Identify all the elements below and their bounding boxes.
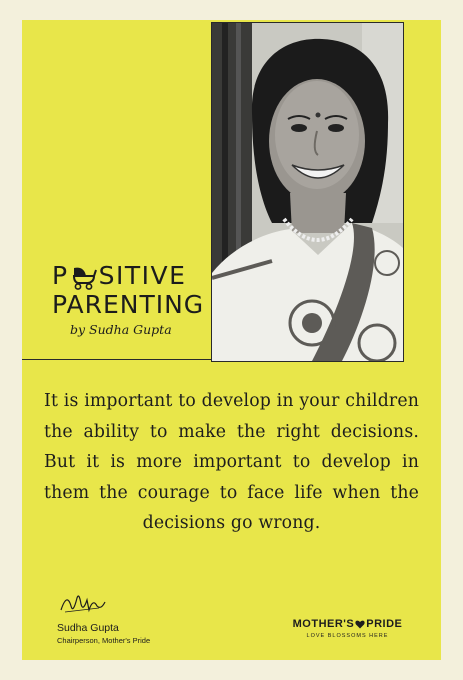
title-line-2: PARENTING: [52, 290, 205, 319]
logo-word-mothers: MOTHER'S: [292, 618, 355, 630]
heart-icon: [355, 620, 365, 629]
logo-wordmark: [275, 618, 420, 630]
title-word-sitive: SITIVE: [98, 261, 187, 290]
logo-tagline: LOVE BLOSSOMS HERE: [306, 633, 389, 639]
signature-role: Chairperson, Mother's Pride: [57, 636, 151, 645]
divider-line: [22, 359, 212, 360]
title-line-1: [52, 262, 212, 290]
baby-pram-icon: [70, 264, 98, 290]
portrait-photo: [211, 22, 404, 362]
signature-block: [57, 588, 150, 645]
portrait-illustration: [212, 23, 403, 361]
signature-name: Sudha Gupta: [57, 622, 119, 634]
positive-parenting-title: [52, 262, 212, 337]
logo-word-pride: PRIDE: [366, 618, 403, 630]
signature-scribble: [59, 588, 107, 618]
byline: by Sudha Gupta: [70, 322, 172, 337]
title-letter-p: P: [52, 261, 69, 290]
quote-text: It is important to develop in your children the ability to make the right decisions. But it is more important to develop in them the courage to face life when the decisions go wrong.: [44, 391, 419, 533]
mothers-pride-logo: [275, 618, 420, 639]
poster: [22, 20, 441, 660]
